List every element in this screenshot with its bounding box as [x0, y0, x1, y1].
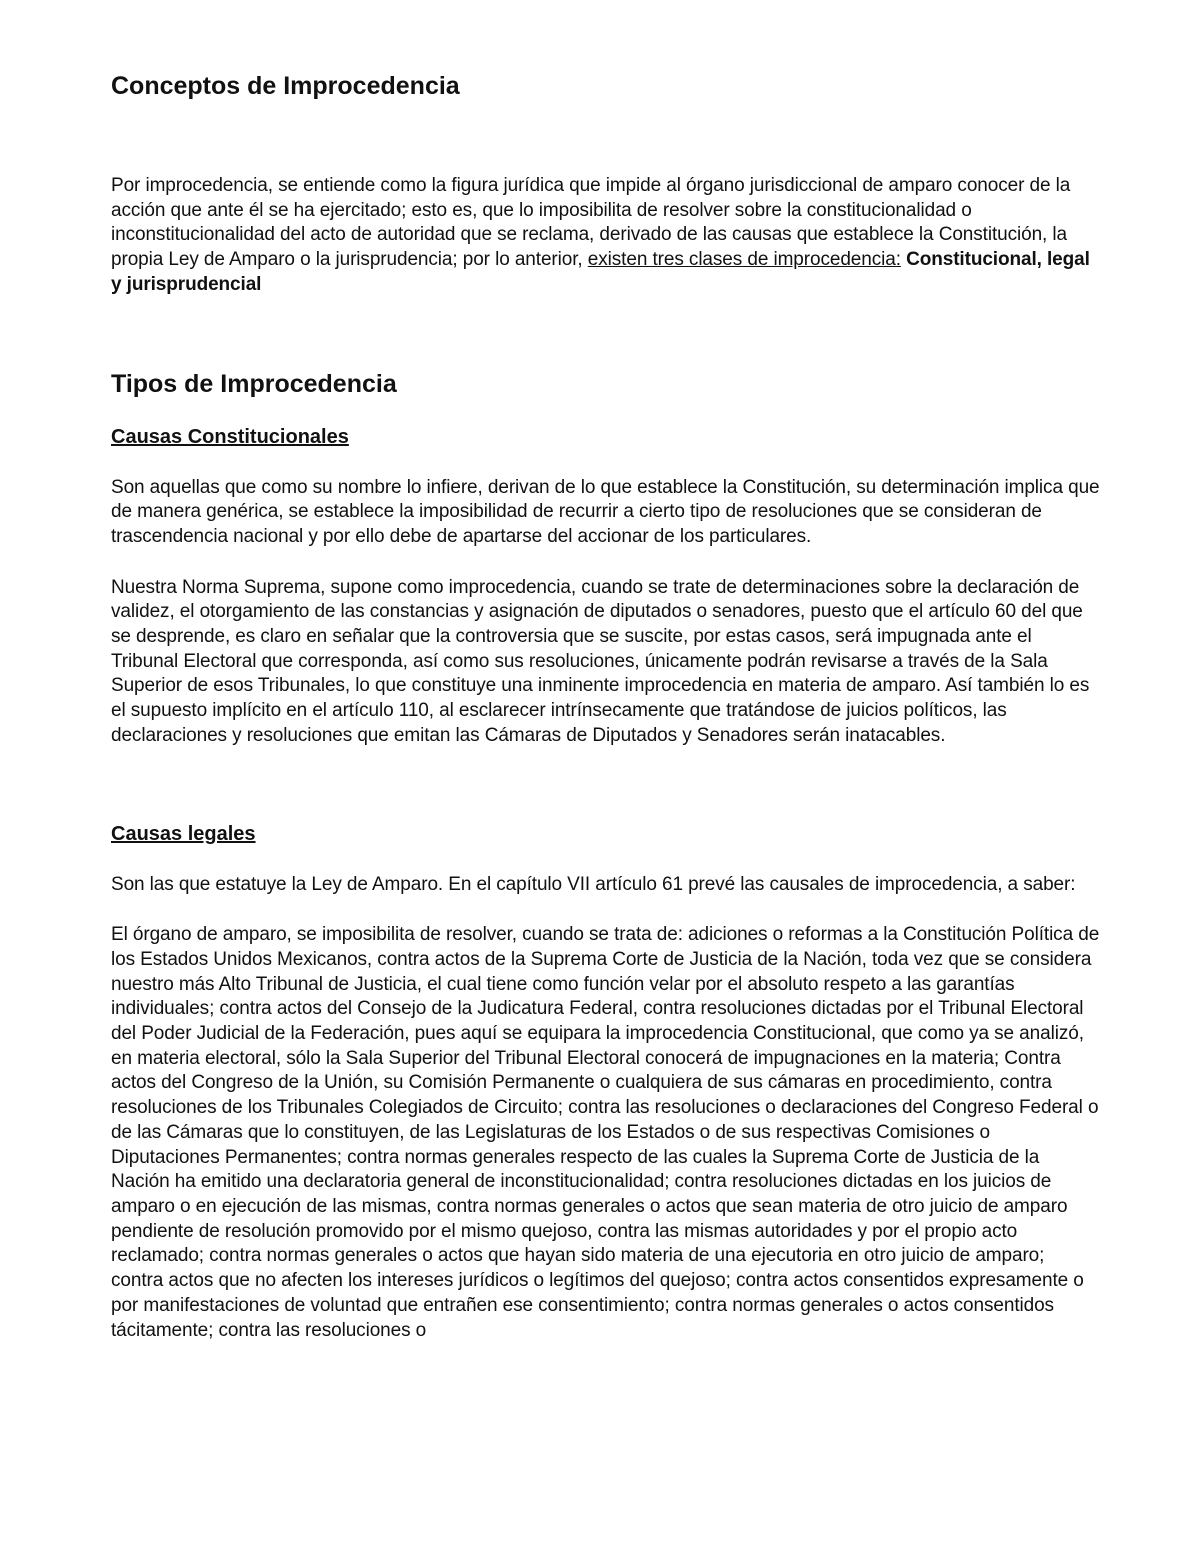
constitutional-heading: Causas Constitucionales	[111, 425, 349, 448]
spacer	[111, 847, 1100, 873]
legal-heading: Causas legales	[111, 822, 256, 845]
spacer	[111, 749, 1100, 821]
spacer	[111, 450, 1100, 476]
intro-underlined-text: existen tres clases de improcedencia:	[587, 249, 901, 271]
spacer	[111, 298, 1100, 368]
constitutional-paragraph-2: Nuestra Norma Suprema, supone como improcedencia, cuando se trate de determinaciones sobre la declaración de validez, el otorgamiento de las constancias y asignación de diputados o senadores, puesto que el artículo 60 del que se desprende, es claro en señalar que la controversia que se suscite, por estas casos, será impugnada ante el Tribunal Electoral que corresponda, así como sus resoluciones, únicamente podrán revisarse a través de la Sala Superior de esos Tribunales, lo que constituye una inminente improcedencia en materia de amparo. Así también lo es el supuesto implícito en el artículo 110, al esclarecer intrínsecamente que tratándose de juicios políticos, las declaraciones y resoluciones que emitan las Cámaras de Diputados y Senadores serán inatacables.	[111, 576, 1090, 746]
intro-bold-text: Constitucional, legal y jurisprudencial	[111, 249, 1090, 295]
spacer	[111, 400, 1100, 424]
types-heading: Tipos de Improcedencia	[111, 369, 397, 398]
spacer	[111, 550, 1100, 576]
intro-text: Por improcedencia, se entiende como la figura jurídica que impide al órgano jurisdiccional de amparo conocer de la acción que ante él se ha ejercitado; esto es, que lo imposibilita de resolver sobre la constitucionalidad o inconstitucionalidad del acto de autoridad que se reclama, derivado de las causas que establece la Constitución, la propia Ley de Amparo o la jurisprudencia; por lo anterior,	[111, 175, 1071, 271]
spacer	[111, 897, 1100, 923]
page-title: Conceptos de Improcedencia	[111, 72, 460, 100]
legal-paragraph-2: El órgano de amparo, se imposibilita de resolver, cuando se trata de: adiciones o reformas a la Constitución Política de los Estados Unidos Mexicanos, contra actos de la Suprema Corte de Justicia de la Nación, toda vez que se considera nuestro más Alto Tribunal de Justicia, el cual tiene como función velar por el absoluto respeto a las garantías individuales; contra actos del Consejo de la Judicatura Federal, contra resoluciones dictadas por el Tribunal Electoral del Poder Judicial de la Federación, pues aquí se equipara la improcedencia Constitucional, que como ya se analizó, en materia electoral, sólo la Sala Superior del Tribunal Electoral conocerá de impugnaciones en la materia; Contra actos del Congreso de la Unión, su Comisión Permanente o cualquiera de sus cámaras en procedimiento, contra resoluciones de los Tribunales Colegiados de Circuito; contra las resoluciones o declaraciones del Congreso Federal o de las Cámaras que lo constituyen, de las Legislaturas de los Estados o de sus respectivas Comisiones o Diputaciones Permanentes; contra normas generales respecto de las cuales la Suprema Corte de Justicia de la Nación ha emitido una declaratoria general de inconstitucionalidad; contra resoluciones dictadas en los juicios de amparo o en ejecución de las mismas, contra normas generales o actos que sean materia de otro juicio de amparo pendiente de resolución promovido por el mismo quejoso, contra las mismas autoridades y por el propio acto reclamado; contra normas generales o actos que hayan sido materia de una ejecutoria en otro juicio de amparo; contra actos que no afecten los intereses jurídicos o legítimos del quejoso; contra actos consentidos expresamente o por manifestaciones de voluntad que entrañen ese consentimiento; contra normas generales o actos consentidos tácitamente; contra las resoluciones o	[111, 924, 1100, 1341]
spacer	[111, 102, 1100, 174]
legal-paragraph-1: Son las que estatuye la Ley de Amparo. En el capítulo VII artículo 61 prevé las causales de improcedencia, a saber:	[111, 873, 1076, 895]
constitutional-paragraph-1: Son aquellas que como su nombre lo infiere, derivan de lo que establece la Constitución, su determinación implica que de manera genérica, se establece la imposibilidad de recurrir a cierto tipo de resoluciones que se consideran de trascendencia nacional y por ello debe de apartarse del accionar de los particulares.	[111, 476, 1100, 547]
intro-paragraph	[111, 174, 1100, 298]
